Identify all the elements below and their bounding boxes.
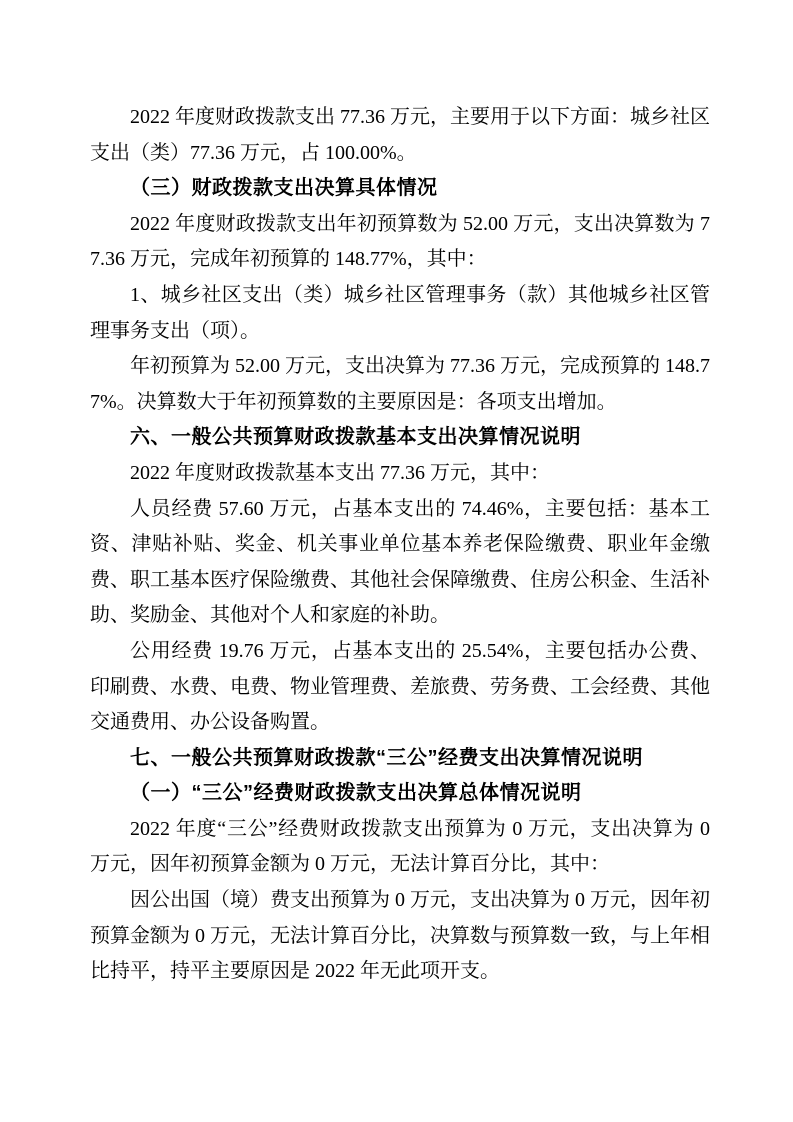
- heading-section-6-basic-expenditure: 六、一般公共预算财政拨款基本支出决算情况说明: [130, 426, 581, 449]
- paragraph-budget-completion-reason: 年初预算为 52.00 万元，支出决算为 77.36 万元，完成预算的 148.77%。决算数大于年初预算数的主要原因是：各项支出增加。: [90, 355, 710, 413]
- heading-section-7-three-public-expenses: 七、一般公共预算财政拨款“三公”经费支出决算情况说明: [130, 746, 643, 769]
- document-content: [90, 100, 710, 990]
- paragraph-overseas-travel-expenses: 因公出国（境）费支出预算为 0 万元，支出决算为 0 万元，因年初预算金额为 0 万元，无法计算百分比，决算数与预算数一致，与上年相比持平，持平主要原因是 2022 年无此项开支。: [90, 889, 710, 983]
- paragraph-public-funds: 公用经费 19.76 万元，占基本支出的 25.54%，主要包括办公费、印刷费、水费、电费、物业管理费、差旅费、劳务费、工会经费、其他交通费用、办公设备购置。: [90, 639, 710, 734]
- paragraph-basic-expenditure-total: 2022 年度财政拨款基本支出 77.36 万元，其中：: [130, 461, 550, 484]
- paragraph-personnel-funds: 人员经费 57.60 万元，占基本支出的 74.46%，主要包括：基本工资、津贴补贴、奖金、机关事业单位基本养老保险缴费、职业年金缴费、职工基本医疗保险缴费、其他社会保障缴费、住房公积金、生活补助、奖励金、其他对个人和家庭的补助。: [90, 497, 710, 627]
- heading-subsection-1-three-public-overview: （一）“三公”经费财政拨款支出决算总体情况说明: [130, 782, 582, 805]
- paragraph-three-public-budget: 2022 年度“三公”经费财政拨款支出预算为 0 万元，支出决算为 0 万元，因年初预算金额为 0 万元，无法计算百分比，其中：: [90, 817, 710, 876]
- paragraph-budget-vs-final-accounts: 2022 年度财政拨款支出年初预算数为 52.00 万元，支出决算数为 77.36 万元，完成年初预算的 148.77%，其中：: [90, 212, 710, 271]
- paragraph-fiscal-expenditure-overview: 2022 年度财政拨款支出 77.36 万元，主要用于以下方面：城乡社区支出（类）77.36 万元，占 100.00%。: [90, 106, 710, 164]
- paragraph-item-1-urban-rural-community: 1、城乡社区支出（类）城乡社区管理事务（款）其他城乡社区管理事务支出（项）。: [90, 283, 710, 342]
- heading-section-3-expenditure-details: （三）财政拨款支出决算具体情况: [130, 177, 438, 200]
